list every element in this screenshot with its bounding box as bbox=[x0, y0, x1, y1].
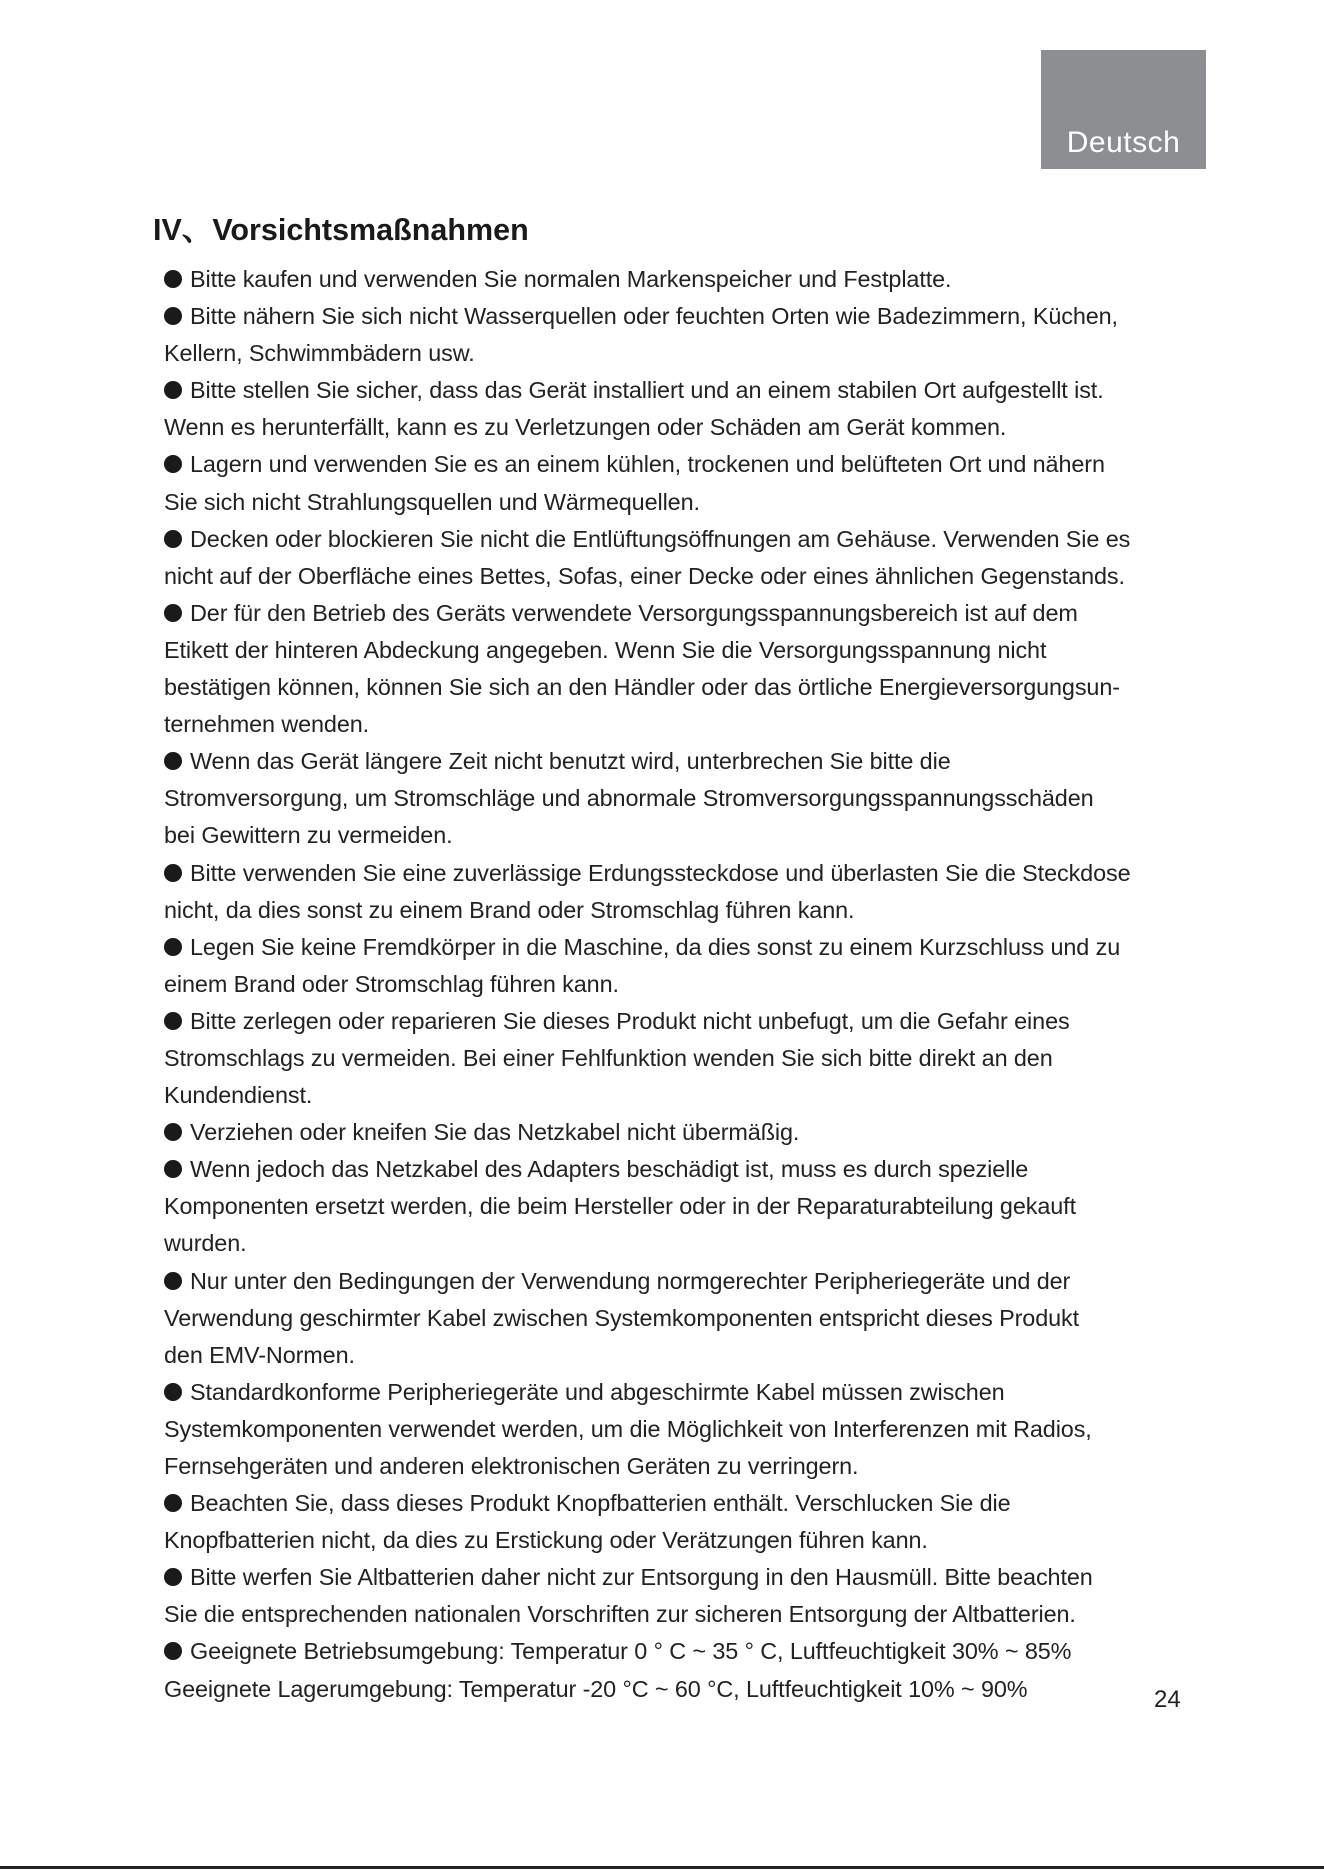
list-item bbox=[164, 1485, 1210, 1559]
list-item-text: Geeignete Betriebsumgebung: Temperatur 0 ° C ~ 35 ° C, Luftfeuchtigkeit 30% ~ 85% Geeignete Lagerumgebung: Temperatur -20 °C ~ 60 °C, Luftfeuchtigkeit 10% ~ 90% bbox=[164, 1638, 1072, 1702]
list-item bbox=[164, 1114, 1210, 1151]
bullet-icon bbox=[164, 1123, 182, 1141]
list-item-text: Bitte verwenden Sie eine zuverlässige Erdungssteckdose und überlasten Sie die Steckdose nicht, da dies sonst zu einem Brand oder Stromschlag führen kann. bbox=[164, 859, 1131, 923]
list-item bbox=[164, 929, 1210, 1003]
list-item-text: Legen Sie keine Fremdkörper in die Maschine, da dies sonst zu einem Kurzschluss und zu einem Brand oder Stromschlag führen kann. bbox=[164, 933, 1121, 997]
list-item bbox=[164, 1263, 1210, 1374]
list-item-text: Verziehen oder kneifen Sie das Netzkabel nicht übermäßig. bbox=[190, 1119, 800, 1146]
precautions-list bbox=[164, 261, 1210, 1708]
list-item-text: Bitte kaufen und verwenden Sie normalen Markenspeicher und Festplatte. bbox=[190, 266, 952, 292]
list-item-text: Decken oder blockieren Sie nicht die Entlüftungsöffnungen am Gehäuse. Verwenden Sie es nicht auf der Oberfläche eines Bettes, Sofas, einer Decke oder eines ähnlichen Gegenstands. bbox=[164, 525, 1131, 589]
list-item bbox=[164, 446, 1210, 520]
bullet-icon bbox=[164, 1494, 182, 1512]
list-item-text: Nur unter den Bedingungen der Verwendung normgerechter Peripheriegeräte und der Verwendung geschirmter Kabel zwischen Systemkomponenten entspricht dieses Produkt den EMV-Normen. bbox=[164, 1267, 1080, 1368]
list-item-text: Bitte zerlegen oder reparieren Sie dieses Produkt nicht unbefugt, um die Gefahr eines Stromschlags zu vermeiden. Bei einer Fehlfunktion wenden Sie sich bitte direkt an den Kundendienst. bbox=[164, 1007, 1070, 1109]
language-tab bbox=[1041, 50, 1206, 169]
bullet-icon bbox=[164, 1568, 182, 1586]
list-item bbox=[164, 1633, 1210, 1707]
bullet-icon bbox=[164, 1642, 182, 1660]
bullet-icon bbox=[164, 938, 182, 956]
bullet-icon bbox=[164, 307, 182, 325]
list-item-text: Bitte werfen Sie Altbatterien daher nicht zur Entsorgung in den Hausmüll. Bitte beachten Sie die entsprechenden nationalen Vorschriften zur sicheren Entsorgung der Altbatterien. bbox=[164, 1564, 1093, 1628]
list-item bbox=[164, 261, 1210, 298]
list-item bbox=[164, 1003, 1210, 1114]
list-item bbox=[164, 743, 1210, 854]
bullet-icon bbox=[164, 381, 182, 399]
list-item-text: Bitte stellen Sie sicher, dass das Gerät installiert und an einem stabilen Ort aufgestellt ist. Wenn es herunterfällt, kann es zu Verletzungen oder Schäden am Gerät kommen. bbox=[164, 377, 1104, 441]
list-item-text: Bitte nähern Sie sich nicht Wasserquellen oder feuchten Orten wie Badezimmern, Küchen, Kellern, Schwimmbädern usw. bbox=[164, 303, 1118, 367]
list-item bbox=[164, 595, 1210, 743]
list-item-text: Standardkonforme Peripheriegeräte und abgeschirmte Kabel müssen zwischen Systemkomponenten verwendet werden, um die Möglichkeit von Interferenzen mit Radios, Fernsehgeräten und anderen elektronischen Geräten zu verringern. bbox=[164, 1378, 1092, 1479]
page-number: 24 bbox=[1154, 1686, 1181, 1713]
list-item-text: Lagern und verwenden Sie es an einem kühlen, trockenen und belüfteten Ort und nähern Sie sich nicht Strahlungsquellen und Wärmequellen. bbox=[164, 451, 1105, 515]
list-item bbox=[164, 521, 1210, 595]
bullet-icon bbox=[164, 604, 182, 622]
bullet-icon bbox=[164, 1160, 182, 1178]
page-title: IV、Vorsichtsmaßnahmen bbox=[153, 213, 529, 247]
bullet-icon bbox=[164, 864, 182, 882]
bullet-icon bbox=[164, 1012, 182, 1030]
list-item bbox=[164, 1559, 1210, 1633]
list-item bbox=[164, 298, 1210, 372]
language-label: Deutsch bbox=[1066, 126, 1181, 159]
bottom-divider bbox=[0, 1866, 1324, 1869]
bullet-icon bbox=[164, 270, 182, 288]
bullet-icon bbox=[164, 455, 182, 473]
list-item-text: Beachten Sie, dass dieses Produkt Knopfbatterien enthält. Verschlucken Sie die Knopfbatterien nicht, da dies zu Erstickung oder Verätzungen führen kann. bbox=[164, 1490, 1011, 1554]
list-item-text: Der für den Betrieb des Geräts verwendete Versorgungsspannungsbereich ist auf dem Etikett der hinteren Abdeckung angegeben. Wenn Sie die Versorgungsspannung nicht bestätigen können, können Sie sich an den Händler oder das örtliche Energieversorgungsun- ternehmen wenden. bbox=[164, 599, 1120, 738]
bullet-icon bbox=[164, 752, 182, 770]
list-item bbox=[164, 1151, 1210, 1262]
list-item bbox=[164, 855, 1210, 929]
bullet-icon bbox=[164, 1272, 182, 1290]
list-item-text: Wenn das Gerät längere Zeit nicht benutzt wird, unterbrechen Sie bitte die Stromversorgung, um Stromschläge und abnormale Stromversorgungsspannungsschäden bei Gewittern zu vermeiden. bbox=[164, 748, 1094, 849]
list-item bbox=[164, 1374, 1210, 1485]
list-item bbox=[164, 372, 1210, 446]
bullet-icon bbox=[164, 530, 182, 548]
list-item-text: Wenn jedoch das Netzkabel des Adapters beschädigt ist, muss es durch spezielle Komponenten ersetzt werden, die beim Hersteller oder in der Reparaturabteilung gekauft wurden. bbox=[164, 1156, 1076, 1257]
bullet-icon bbox=[164, 1383, 182, 1401]
